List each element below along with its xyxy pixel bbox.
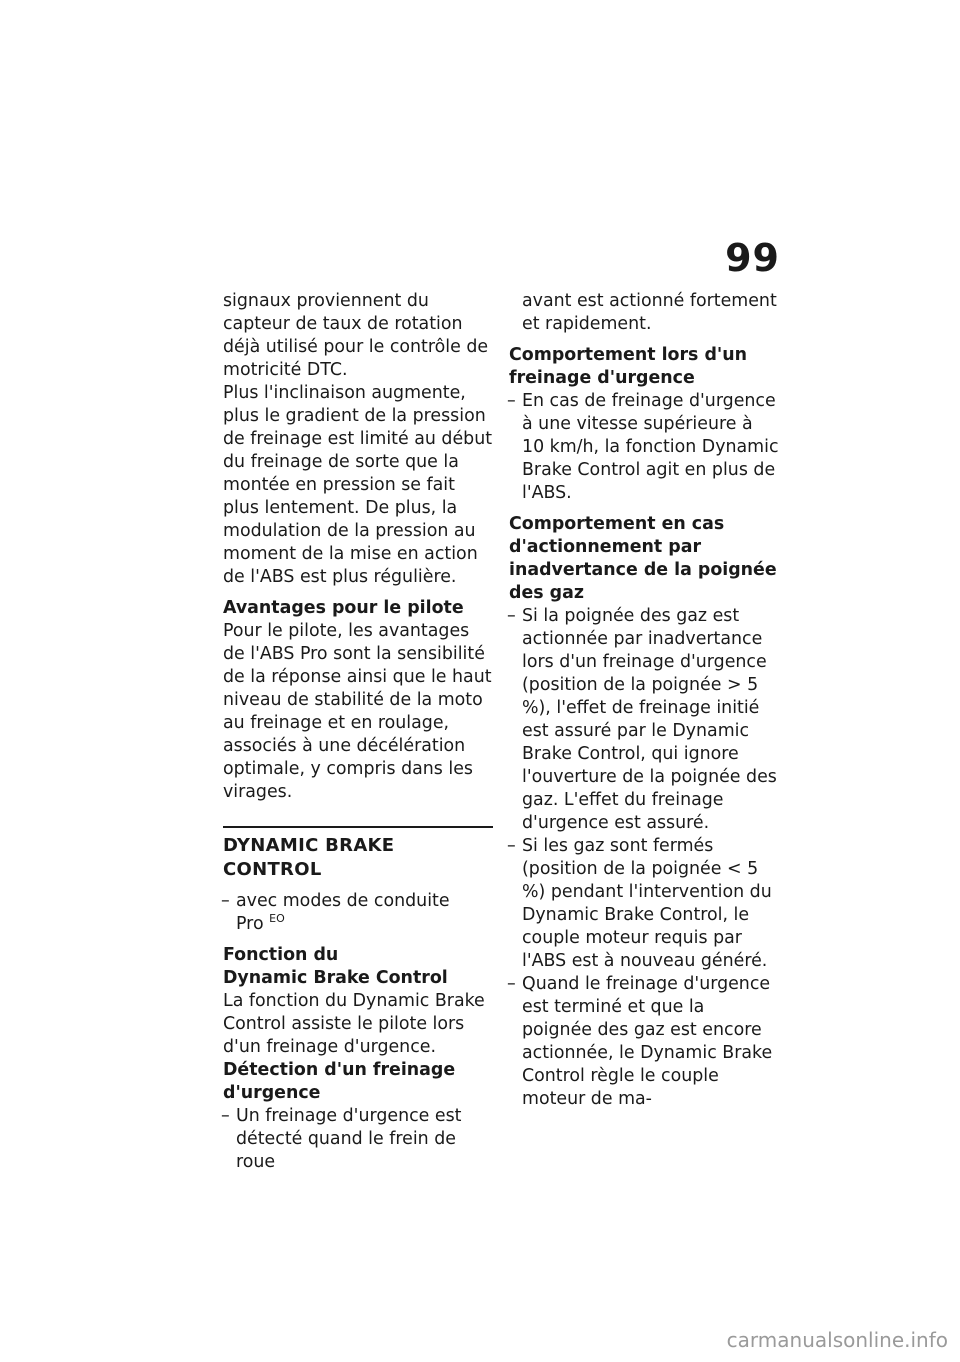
modes-bullet-text: avec modes de conduite bbox=[236, 891, 450, 911]
function-heading-line1: Fonction du bbox=[223, 945, 339, 965]
modes-pro: Pro bbox=[236, 914, 264, 934]
right-column bbox=[509, 290, 779, 1111]
intro-paragraph: signaux proviennent du capteur de taux de rotation déjà utilisé pour le contrôle de motricité DTC. bbox=[223, 291, 489, 380]
inadvertent-bullet-2: – Si les gaz sont fermés (position de la poignée < 5 %) pendant l'intervention du Dynamic Brake Control, le couple moteur requis par l'ABS est à nouveau généré. bbox=[509, 835, 779, 973]
modes-bullet bbox=[223, 890, 493, 913]
section-title: DYNAMIC BRAKE CONTROL bbox=[223, 826, 493, 882]
detection-bullet: – Un freinage d'urgence est détecté quand le frein de roue bbox=[223, 1105, 493, 1174]
page-number: 99 bbox=[725, 236, 780, 280]
modes-pro-line bbox=[223, 913, 493, 936]
inadvertent-bullet-1: – Si la poignée des gaz est actionnée par inadvertance lors d'un freinage d'urgence (position de la poignée > 5 %), l'effet de freinage initié est assuré par le Dynamic Brake Control, qui ignore l'ouverture de la poignée des gaz. L'effet du freinage d'urgence est assuré. bbox=[509, 605, 779, 835]
eo-superscript: EO bbox=[269, 912, 285, 925]
advantages-heading: Avantages pour le pilote bbox=[223, 598, 464, 618]
behavior-bullet: – En cas de freinage d'urgence à une vitesse supérieure à 10 km/h, la fonction Dynamic Brake Control agit en plus de l'ABS. bbox=[509, 390, 779, 505]
function-paragraph: La fonction du Dynamic Brake Control assiste le pilote lors d'un freinage d'urgence. bbox=[223, 991, 485, 1057]
function-heading bbox=[223, 944, 493, 990]
left-column bbox=[223, 290, 493, 1174]
behavior-heading: Comportement lors d'un freinage d'urgence bbox=[509, 345, 748, 388]
inadvertent-bullet-3: – Quand le freinage d'urgence est terminé et que la poignée des gaz est encore actionnée, le Dynamic Brake Control règle le couple moteur de ma- bbox=[509, 973, 779, 1111]
function-heading-line2: Dynamic Brake Control bbox=[223, 968, 448, 988]
watermark: carmanualsonline.info bbox=[726, 1328, 948, 1352]
continuation-text: avant est actionné fortement et rapidement. bbox=[522, 291, 777, 334]
inadvertent-heading: Comportement en cas d'actionnement par inadvertance de la poignée des gaz bbox=[509, 514, 777, 603]
inclination-paragraph: Plus l'inclinaison augmente, plus le gradient de la pression de freinage est limité au début du freinage de sorte que la montée en pression se fait plus lentement. De plus, la modulation de la pression au moment de la mise en action de l'ABS est plus régulière. bbox=[223, 383, 493, 587]
advantages-paragraph: Pour le pilote, les avantages de l'ABS Pro sont la sensibilité de la réponse ainsi que le haut niveau de stabilité de la moto au freinage et en roulage, associés à une décélération optimale, y compris dans les virages. bbox=[223, 621, 492, 802]
detection-heading: Détection d'un freinage d'urgence bbox=[223, 1060, 456, 1103]
